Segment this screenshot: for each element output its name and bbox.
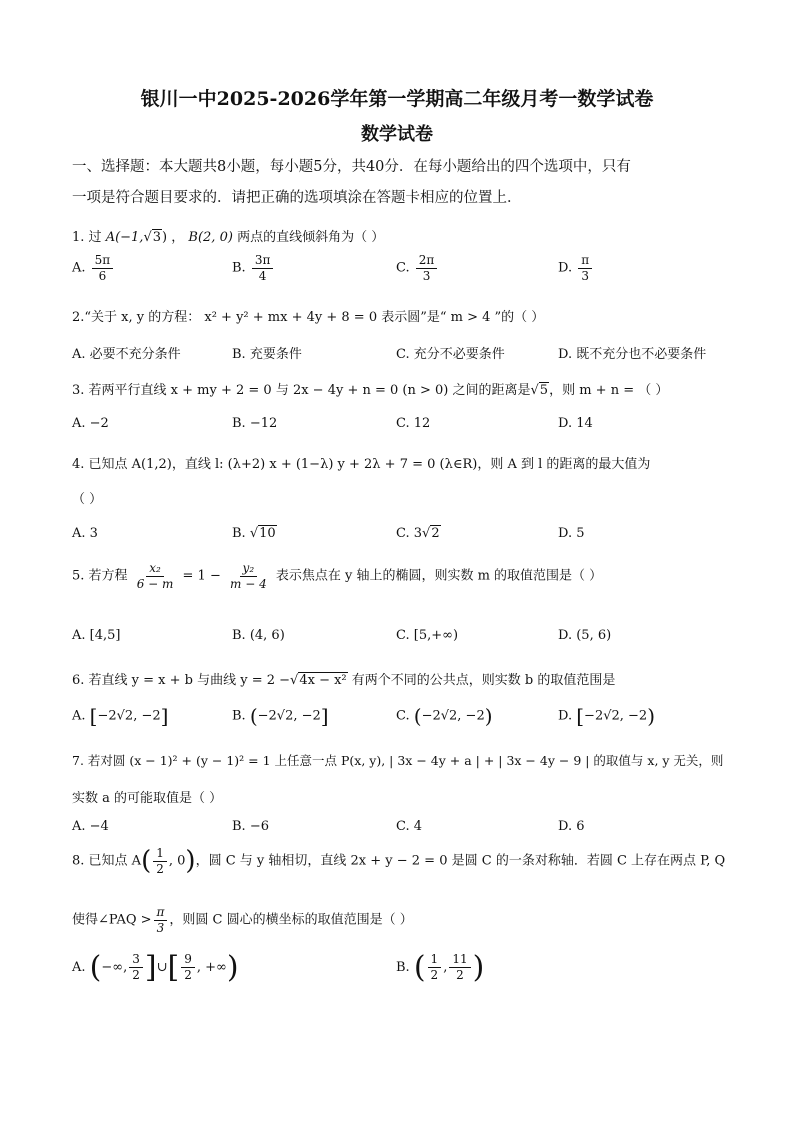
q4-b-radical: 10	[259, 526, 276, 541]
question-4-line2: （ ）	[72, 492, 103, 507]
denominator: 2	[456, 968, 464, 982]
q1-option-d[interactable]	[558, 254, 594, 282]
q3-option-a[interactable]: A. −2	[72, 416, 109, 431]
numerator: 1	[428, 953, 442, 968]
q4-option-c[interactable]: C. 3√2	[396, 526, 440, 541]
q1-point-a-radical: 3	[152, 230, 162, 245]
numerator: 11	[449, 953, 470, 968]
interval: −2√2, −2	[584, 708, 648, 724]
bracket: (	[413, 704, 422, 728]
question-8-line1: 8. 已知点 A( $\frac{1}{2}$ , 0)，圆 C 与 y 轴相切，直线 2x + y − 2 = 0 是圆 C 的一条对称轴．若圆 C 上存在两点 P, Q	[72, 845, 726, 876]
q8-stem-end: ，则圆 C 圆心的横坐标的取值范围是（ ）	[169, 912, 413, 928]
fraction	[92, 254, 114, 282]
q2-option-a[interactable]: A. 必要不充分条件	[72, 347, 181, 362]
q8-point-a-x	[153, 847, 167, 875]
option-label: B.	[232, 526, 246, 541]
q8-option-b[interactable]: B. ( $\frac{1}{2}$ , $\frac{11}{2}$ )	[396, 950, 485, 985]
q6-option-a[interactable]	[72, 704, 168, 728]
denominator: m − 4	[230, 576, 267, 591]
bracket: ]	[160, 704, 169, 728]
question-8-line2	[72, 906, 413, 934]
q1-option-c[interactable]	[396, 254, 439, 282]
numerator: 3	[129, 953, 143, 968]
q6-stem-start: 6. 若直线 y = x + b 与曲线 y = 2 −	[72, 673, 291, 688]
bracket: [	[89, 704, 98, 728]
q5-fraction-2	[227, 562, 270, 590]
q7-option-d[interactable]: D. 6	[558, 819, 585, 834]
denominator: 3	[581, 268, 589, 283]
q1-option-b[interactable]	[232, 254, 275, 282]
question-7-line2: 实数 a 的可能取值是（ ）	[72, 791, 223, 806]
q7-option-c[interactable]: C. 4	[396, 819, 423, 834]
interval: −2√2, −2	[97, 708, 161, 724]
denominator: 6 − m	[136, 576, 174, 591]
denominator: 2	[132, 968, 140, 982]
q4-c-radical: 2	[431, 526, 440, 541]
comma: ,	[443, 960, 448, 975]
bracket: [	[576, 704, 585, 728]
q8-prefix: 8. 已知点 A	[72, 853, 142, 869]
q1-point-a-end: )	[162, 230, 168, 245]
fraction	[428, 953, 442, 981]
q1-point-b: B(2, 0)	[188, 230, 233, 245]
q1-prefix: 1. 过	[72, 230, 102, 245]
numerator: 3π	[252, 254, 274, 269]
denominator: 2	[156, 861, 164, 876]
union-symbol: ∪	[156, 960, 168, 975]
interval-end: , +∞	[196, 960, 227, 975]
section-instruction-line1: 一、选择题：本大题共8小题，每小题5分，共40分．在每小题给出的四个选项中，只有	[72, 159, 631, 175]
option-label: D.	[558, 708, 573, 724]
denominator: 3	[156, 920, 165, 935]
numerator: π	[154, 906, 168, 921]
fraction	[129, 953, 143, 981]
option-label: A.	[72, 960, 86, 975]
q4-option-b[interactable]: B. √10	[232, 526, 276, 541]
option-label: A.	[72, 260, 86, 276]
fraction	[449, 953, 470, 981]
q5-prefix: 5. 若方程	[72, 568, 128, 584]
question-2: 2.“关于 x, y 的方程： x² + y² + mx + 4y + 8 = 0 表示圆”是“ m > 4 ”的（ ）	[72, 310, 545, 325]
bracket: )	[484, 704, 493, 728]
numerator: π	[578, 254, 592, 269]
numerator: 9	[181, 953, 195, 968]
q5-stem: 表示焦点在 y 轴上的椭圆，则实数 m 的取值范围是（ ）	[275, 568, 603, 584]
q5-option-d[interactable]: D. (5, 6)	[558, 628, 612, 643]
q2-option-d[interactable]: D. 既不充分也不必要条件	[558, 347, 707, 362]
q2-option-b[interactable]: B. 充要条件	[232, 347, 302, 362]
q1-point-a: A(−1,	[105, 230, 144, 245]
interval: −2√2, −2	[257, 708, 321, 724]
question-6: 6. 若直线 y = x + b 与曲线 y = 2 −√4x − x² 有两个不同的公共点，则实数 b 的取值范围是	[72, 673, 616, 688]
q7-option-b[interactable]: B. −6	[232, 819, 269, 834]
bracket: ]	[320, 704, 329, 728]
q5-option-b[interactable]: B. (4, 6)	[232, 628, 285, 643]
denominator: 4	[258, 268, 267, 283]
bracket: )	[647, 704, 656, 728]
question-7-line1: 7. 若对圆 (x − 1)² + (y − 1)² = 1 上任意一点 P(x, y), | 3x − 4y + a | + | 3x − 4y − 9 | 的取值与 x, y 无关，则	[72, 753, 724, 768]
q6-option-b[interactable]	[232, 704, 329, 728]
question-3: 3. 若两平行直线 x + my + 2 = 0 与 2x − 4y + n = 0 (n > 0) 之间的距离是√5，则 m + n = （ ）	[72, 383, 669, 398]
option-label: B.	[396, 960, 410, 975]
question-1: 1. 过 A(−1,√3) ， B(2, 0) 两点的直线倾斜角为（ ）	[72, 230, 385, 245]
denominator: 2	[184, 968, 192, 982]
fraction	[181, 953, 195, 981]
q1-option-a[interactable]	[72, 254, 115, 282]
option-label: D.	[558, 260, 573, 276]
denominator: 6	[98, 268, 107, 283]
q3-radical: 5	[539, 383, 549, 398]
q3-stem-end: ，则 m + n = （ ）	[549, 383, 669, 398]
q8-stem: ，圆 C 与 y 轴相切，直线 2x + y − 2 = 0 是圆 C 的一条对称轴．若圆 C 上存在两点 P, Q	[195, 853, 726, 869]
q8-option-a[interactable]: A. (−∞, $\frac{3}{2}$ ]∪[ $\frac{9}{2}$ , +∞)	[72, 950, 239, 985]
bracket: (	[249, 704, 258, 728]
q1-stem: 两点的直线倾斜角为（ ）	[237, 230, 385, 245]
q4-option-a[interactable]: A. 3	[72, 526, 98, 541]
option-label: C.	[396, 708, 410, 724]
q6-option-c[interactable]	[396, 704, 493, 728]
q8-angle-fraction	[154, 906, 168, 934]
numerator: 1	[153, 847, 167, 862]
numerator: 2π	[416, 254, 438, 269]
option-label: B.	[232, 708, 246, 724]
q6-option-d[interactable]	[558, 704, 655, 728]
q6-stem-end: 有两个不同的公共点，则实数 b 的取值范围是	[351, 673, 616, 688]
q8-angle-condition: 使得∠PAQ >	[72, 912, 152, 928]
page-title: 银川一中2025-2026学年第一学期高二年级月考一数学试卷	[140, 88, 654, 110]
denominator: 2	[430, 968, 439, 982]
option-label: B.	[232, 260, 246, 276]
question-5	[72, 562, 602, 590]
denominator: 3	[422, 268, 431, 283]
q6-radical: 4x − x²	[299, 673, 347, 688]
numerator: y₂	[240, 562, 258, 577]
page-subtitle: 数学试卷	[361, 124, 433, 145]
question-4-line1: 4. 已知点 A(1,2)，直线 l: (λ+2) x + (1−λ) y + 2λ + 7 = 0 (λ∈R)，则 A 到 l 的距离的最大值为	[72, 457, 651, 472]
q3-option-c[interactable]: C. 12	[396, 416, 431, 431]
fraction	[416, 254, 438, 282]
q3-option-b[interactable]: B. −12	[232, 416, 278, 431]
interval-start: −∞,	[101, 960, 128, 975]
option-label: C.	[396, 260, 410, 276]
interval: −2√2, −2	[421, 708, 485, 724]
q3-option-d[interactable]: D. 14	[558, 416, 593, 431]
q5-fraction-1	[134, 562, 177, 590]
q1-separator: ，	[171, 230, 185, 245]
fraction	[252, 254, 274, 282]
q3-stem-start: 3. 若两平行直线 x + my + 2 = 0 与 2x − 4y + n = 0 (n > 0) 之间的距离是	[72, 383, 531, 398]
q4-c-coefficient: 3	[413, 526, 423, 541]
q4-option-d[interactable]: D. 5	[558, 526, 585, 541]
q5-option-c[interactable]: C. [5,+∞)	[396, 628, 459, 643]
q2-option-c[interactable]: C. 充分不必要条件	[396, 347, 505, 362]
numerator: 5π	[92, 254, 114, 269]
section-instruction-line2: 一项是符合题目要求的．请把正确的选项填涂在答题卡相应的位置上．	[72, 190, 522, 206]
q8-point-a-y: , 0	[168, 853, 186, 869]
q5-option-a[interactable]: A. [4,5]	[72, 628, 121, 643]
numerator: x₂	[146, 562, 164, 577]
option-label: C.	[396, 526, 410, 541]
fraction	[578, 254, 592, 282]
option-label: A.	[72, 708, 86, 724]
q5-equals: = 1 −	[182, 568, 221, 584]
q7-option-a[interactable]: A. −4	[72, 819, 109, 834]
